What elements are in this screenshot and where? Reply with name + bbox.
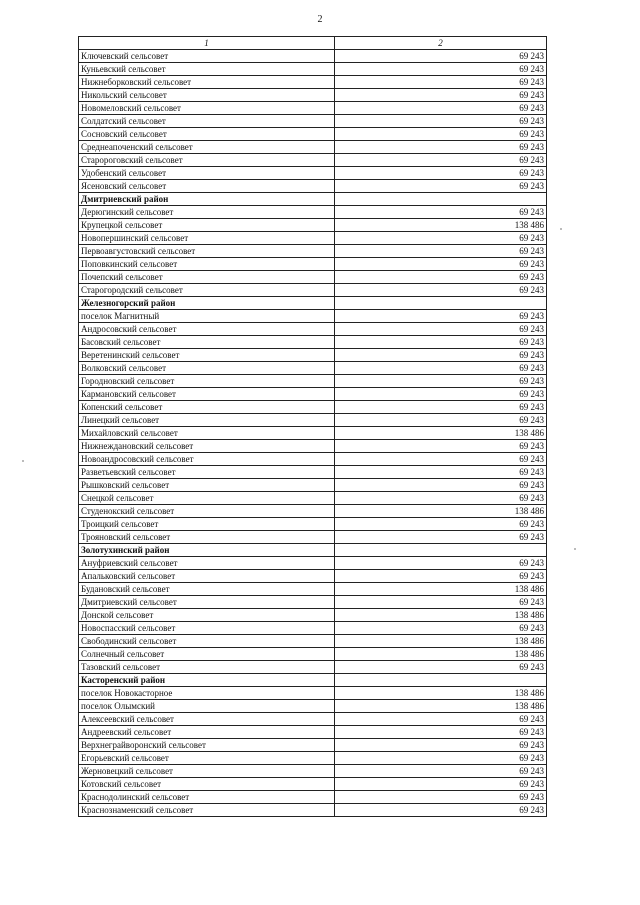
municipality-name: Крупецкой сельсовет — [79, 219, 335, 232]
scan-speck — [22, 460, 24, 462]
allocation-value: 138 486 — [335, 700, 547, 713]
allocation-value: 69 243 — [335, 362, 547, 375]
municipality-name: Верхнеграйворонский сельсовет — [79, 739, 335, 752]
column-number-2: 2 — [335, 37, 547, 50]
allocation-value: 69 243 — [335, 245, 547, 258]
allocation-value — [335, 297, 547, 310]
district-name: Железногорский район — [79, 297, 335, 310]
table-row — [79, 232, 547, 245]
municipality-name: Михайловский сельсовет — [79, 427, 335, 440]
allocation-value: 69 243 — [335, 791, 547, 804]
allocation-value: 69 243 — [335, 713, 547, 726]
allocation-value: 69 243 — [335, 167, 547, 180]
allocation-value: 138 486 — [335, 583, 547, 596]
table-row — [79, 102, 547, 115]
municipality-name: Веретенинский сельсовет — [79, 349, 335, 362]
table-row — [79, 323, 547, 336]
table-row — [79, 245, 547, 258]
municipality-name: Свободинский сельсовет — [79, 635, 335, 648]
table-row — [79, 635, 547, 648]
table-row — [79, 258, 547, 271]
table-row — [79, 661, 547, 674]
allocation-value: 69 243 — [335, 323, 547, 336]
allocation-value: 69 243 — [335, 206, 547, 219]
table-row — [79, 76, 547, 89]
allocation-value: 69 243 — [335, 466, 547, 479]
table-row — [79, 89, 547, 102]
allocation-value: 69 243 — [335, 518, 547, 531]
municipality-name: Новопершинский сельсовет — [79, 232, 335, 245]
table-row — [79, 804, 547, 817]
table-row — [79, 115, 547, 128]
table-row — [79, 414, 547, 427]
table-row — [79, 583, 547, 596]
allocation-value: 69 243 — [335, 102, 547, 115]
table-row — [79, 440, 547, 453]
table-row — [79, 401, 547, 414]
table-row — [79, 557, 547, 570]
municipality-name: Ясеновский сельсовет — [79, 180, 335, 193]
scan-speck — [574, 548, 576, 550]
table-row — [79, 778, 547, 791]
allocation-value: 69 243 — [335, 570, 547, 583]
table-row — [79, 63, 547, 76]
municipality-name: Ключевский сельсовет — [79, 50, 335, 63]
table-row — [79, 739, 547, 752]
allocation-value: 69 243 — [335, 414, 547, 427]
allocation-value: 69 243 — [335, 778, 547, 791]
table-row — [79, 531, 547, 544]
allocation-value: 69 243 — [335, 375, 547, 388]
table-body — [79, 50, 547, 817]
table-row — [79, 180, 547, 193]
allocation-value: 138 486 — [335, 609, 547, 622]
municipality-name: Разветьевский сельсовет — [79, 466, 335, 479]
municipality-name: Новоспасский сельсовет — [79, 622, 335, 635]
allocation-value: 69 243 — [335, 492, 547, 505]
allocation-value: 69 243 — [335, 804, 547, 817]
municipality-name: Первоавгустовский сельсовет — [79, 245, 335, 258]
municipality-name: Алексеевский сельсовет — [79, 713, 335, 726]
table-row — [79, 570, 547, 583]
allocation-value: 69 243 — [335, 154, 547, 167]
table-row — [79, 336, 547, 349]
allocation-value: 69 243 — [335, 557, 547, 570]
allocation-value: 69 243 — [335, 765, 547, 778]
municipality-name: Ануфриевский сельсовет — [79, 557, 335, 570]
municipality-name: Линецкий сельсовет — [79, 414, 335, 427]
municipality-name: поселок Новокасторное — [79, 687, 335, 700]
page-number: 2 — [317, 14, 323, 25]
table-row — [79, 726, 547, 739]
table-row — [79, 154, 547, 167]
municipality-name: Трояновский сельсовет — [79, 531, 335, 544]
municipality-name: Никольский сельсовет — [79, 89, 335, 102]
municipality-name: Новомеловский сельсовет — [79, 102, 335, 115]
municipality-name: Андреевский сельсовет — [79, 726, 335, 739]
table-row — [79, 518, 547, 531]
municipality-name: Донской сельсовет — [79, 609, 335, 622]
municipality-name: Будановский сельсовет — [79, 583, 335, 596]
table-row — [79, 492, 547, 505]
table-row — [79, 375, 547, 388]
municipality-name: Солдатский сельсовет — [79, 115, 335, 128]
allocation-value: 69 243 — [335, 310, 547, 323]
municipality-name: Апальковский сельсовет — [79, 570, 335, 583]
table-row — [79, 479, 547, 492]
allocation-value: 138 486 — [335, 648, 547, 661]
allocation-value: 69 243 — [335, 180, 547, 193]
table-row — [79, 349, 547, 362]
table-row — [79, 648, 547, 661]
district-name: Дмитриевский район — [79, 193, 335, 206]
allocation-value: 69 243 — [335, 401, 547, 414]
table-row — [79, 505, 547, 518]
table-row — [79, 596, 547, 609]
allocation-value: 69 243 — [335, 661, 547, 674]
table-row — [79, 271, 547, 284]
allocation-value: 69 243 — [335, 349, 547, 362]
municipality-name: Студенокский сельсовет — [79, 505, 335, 518]
table-row — [79, 310, 547, 323]
allocation-value: 138 486 — [335, 687, 547, 700]
municipality-name: Жерновецкий сельсовет — [79, 765, 335, 778]
municipality-name: Дмитриевский сельсовет — [79, 596, 335, 609]
district-header-row — [79, 193, 547, 206]
allocation-value — [335, 193, 547, 206]
allocation-value: 69 243 — [335, 258, 547, 271]
allocation-value: 69 243 — [335, 596, 547, 609]
municipality-name: Краснознаменский сельсовет — [79, 804, 335, 817]
municipality-name: Копенский сельсовет — [79, 401, 335, 414]
municipality-name: Городновский сельсовет — [79, 375, 335, 388]
table-row — [79, 284, 547, 297]
allocation-value: 69 243 — [335, 726, 547, 739]
table-row — [79, 206, 547, 219]
allocation-value: 69 243 — [335, 453, 547, 466]
municipality-name: Почепский сельсовет — [79, 271, 335, 284]
table-row — [79, 219, 547, 232]
municipality-name: Нижнеборковский сельсовет — [79, 76, 335, 89]
municipality-name: Тазовский сельсовет — [79, 661, 335, 674]
table-row — [79, 388, 547, 401]
municipality-name: Поповкинский сельсовет — [79, 258, 335, 271]
district-header-row — [79, 544, 547, 557]
table-row — [79, 622, 547, 635]
table-row — [79, 362, 547, 375]
municipality-name: поселок Магнитный — [79, 310, 335, 323]
table-row — [79, 713, 547, 726]
municipality-name: Среднеапоченский сельсовет — [79, 141, 335, 154]
municipality-name: Дерюгинский сельсовет — [79, 206, 335, 219]
allocation-value: 69 243 — [335, 63, 547, 76]
municipality-name: Егорьевский сельсовет — [79, 752, 335, 765]
municipality-name: Краснодолинский сельсовет — [79, 791, 335, 804]
district-header-row — [79, 297, 547, 310]
municipality-name: Андросовский сельсовет — [79, 323, 335, 336]
table-row — [79, 453, 547, 466]
table-row — [79, 752, 547, 765]
municipality-name: Куньевский сельсовет — [79, 63, 335, 76]
allocation-value: 69 243 — [335, 141, 547, 154]
allocation-value: 69 243 — [335, 622, 547, 635]
allocation-value: 138 486 — [335, 635, 547, 648]
allocation-value: 69 243 — [335, 336, 547, 349]
allocation-value: 138 486 — [335, 219, 547, 232]
municipality-name: Старороговский сельсовет — [79, 154, 335, 167]
table-row — [79, 50, 547, 63]
allocation-value: 138 486 — [335, 427, 547, 440]
allocation-value — [335, 674, 547, 687]
allocation-value: 69 243 — [335, 739, 547, 752]
municipality-name: Солнечный сельсовет — [79, 648, 335, 661]
allocation-value: 138 486 — [335, 505, 547, 518]
district-name: Касторенский район — [79, 674, 335, 687]
municipality-name: Котовский сельсовет — [79, 778, 335, 791]
table-row — [79, 427, 547, 440]
district-header-row — [79, 674, 547, 687]
table-row — [79, 167, 547, 180]
allocation-value: 69 243 — [335, 271, 547, 284]
column-number-1: 1 — [79, 37, 335, 50]
allocation-value: 69 243 — [335, 232, 547, 245]
municipality-name: Старогородский сельсовет — [79, 284, 335, 297]
municipality-name: Басовский сельсовет — [79, 336, 335, 349]
allocation-value: 69 243 — [335, 388, 547, 401]
allocation-value — [335, 544, 547, 557]
column-number-row — [79, 37, 547, 50]
district-name: Золотухинский район — [79, 544, 335, 557]
municipality-name: Волковский сельсовет — [79, 362, 335, 375]
table-row — [79, 791, 547, 804]
municipality-name: поселок Олымский — [79, 700, 335, 713]
allocation-table — [78, 36, 547, 817]
table-row — [79, 128, 547, 141]
municipality-name: Новоандросовский сельсовет — [79, 453, 335, 466]
table-row — [79, 700, 547, 713]
municipality-name: Снецкой сельсовет — [79, 492, 335, 505]
municipality-name: Нижнеждановский сельсовет — [79, 440, 335, 453]
allocation-value: 69 243 — [335, 89, 547, 102]
municipality-name: Рышковский сельсовет — [79, 479, 335, 492]
allocation-value: 69 243 — [335, 115, 547, 128]
table-row — [79, 609, 547, 622]
municipality-name: Удобенский сельсовет — [79, 167, 335, 180]
table-row — [79, 687, 547, 700]
allocation-value: 69 243 — [335, 479, 547, 492]
municipality-name: Кармановский сельсовет — [79, 388, 335, 401]
allocation-value: 69 243 — [335, 76, 547, 89]
allocation-value: 69 243 — [335, 284, 547, 297]
scan-speck — [560, 228, 562, 230]
table-row — [79, 466, 547, 479]
municipality-name: Сосновский сельсовет — [79, 128, 335, 141]
municipality-name: Троицкий сельсовет — [79, 518, 335, 531]
table-row — [79, 765, 547, 778]
table-row — [79, 141, 547, 154]
allocation-value: 69 243 — [335, 531, 547, 544]
allocation-value: 69 243 — [335, 50, 547, 63]
allocation-value: 69 243 — [335, 440, 547, 453]
allocation-value: 69 243 — [335, 752, 547, 765]
allocation-value: 69 243 — [335, 128, 547, 141]
